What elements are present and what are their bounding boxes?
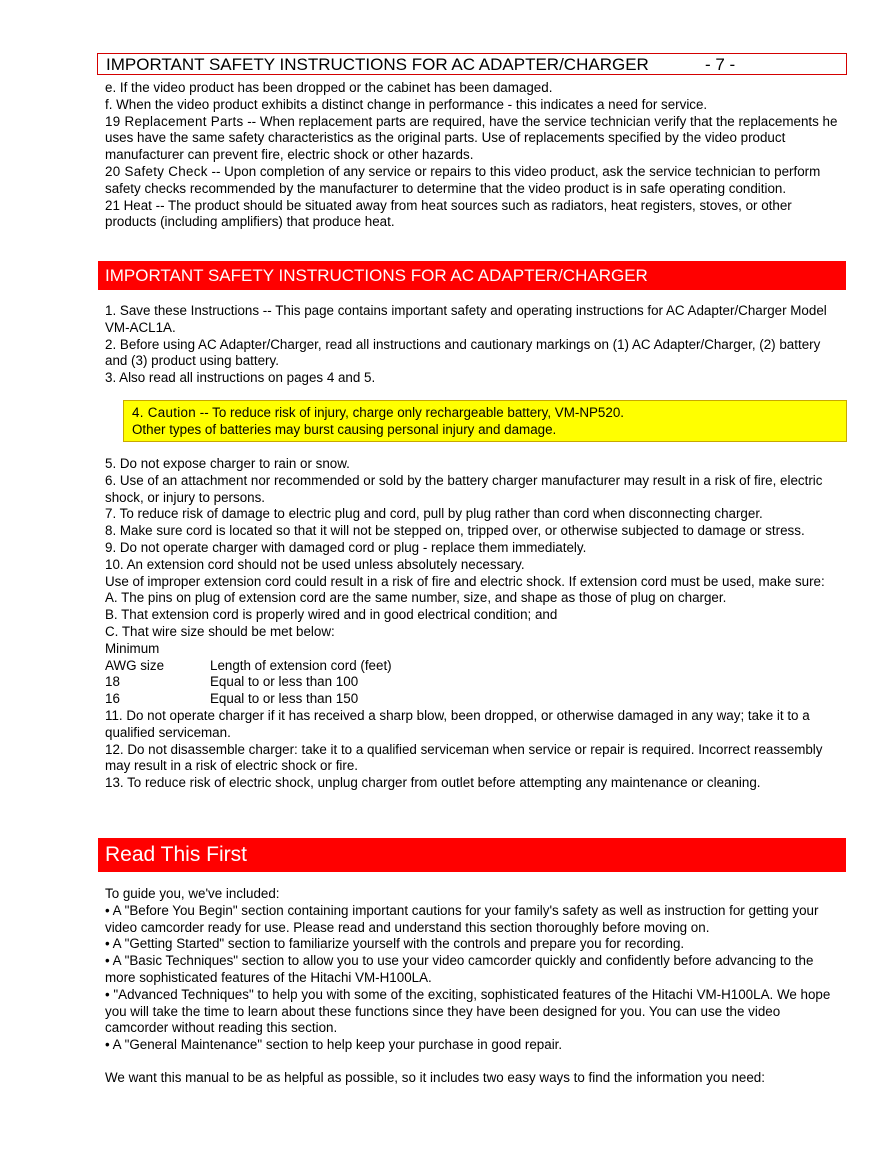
safety-item: 10. An extension cord should not be used unless absolutely necessary. [105,556,525,572]
page-header [97,53,847,75]
page-number: - 7 - [705,55,736,74]
guide-line: • "Advanced Techniques" to help you with some of the exciting, sophisticated features of the Hitachi VM-H100LA. We hope you will take the time to learn about these functions since they have been designed for you. You can use the video camcorder without reading this section. [105,986,831,1036]
safety-item: A. The pins on plug of extension cord are the same number, size, and shape as those of plug on charger. [105,590,727,606]
safety-item: Minimum [105,640,160,656]
guide-line: • A "General Maintenance" section to help keep your purchase in good repair. [105,1037,563,1053]
guide-line: • A "Basic Techniques" section to allow you to use your video camcorder quickly and confidently before advancing to the more sophisticated features of the Hitachi VM-H100LA. [105,953,814,985]
table-cell: 18 [105,674,120,690]
section-heading-safety: IMPORTANT SAFETY INSTRUCTIONS FOR AC ADAPTER/CHARGER [98,261,846,290]
closing-paragraph: We want this manual to be as helpful as possible, so it includes two easy ways to find the information you need: [105,1069,765,1085]
guide-line: • A "Before You Begin" section containing important cautions for your family's safety as well as instruction for getting your video camcorder ready for use. Please read and understand this section thoroughly before moving on. [105,902,819,935]
safety-item: 2. Before using AC Adapter/Charger, read all instructions and cautionary markings on (1) AC Adapter/Charger, (2) battery and (3) product using battery. [105,336,821,369]
safety-item: 9. Do not operate charger with damaged cord or plug - replace them immediately. [105,539,587,555]
table-row [105,674,840,691]
item-19 [105,114,840,164]
table-cell: AWG size [105,657,165,673]
item-19-text: -- When replacement parts are required, have the service technician verify that the replacements he uses have the same safety characteristics as the original parts. Use of replacements specified by the video product manufacturer can prevent fire, electric shock or other hazards. [105,113,838,163]
item-21: 21 Heat -- The product should be situated away from heat sources such as radiators, heat registers, stoves, or other products (including amplifiers) that produce heat. [105,197,792,230]
cord-table [105,658,840,708]
guide-line: To guide you, we've included: [105,886,280,901]
paragraph-f: f. When the video product exhibits a distinct change in performance - this indicates a need for service. [105,96,708,112]
safety-item: B. That extension cord is properly wired and in good electrical condition; and [105,607,558,623]
read-first-block [105,886,840,1087]
safety-list-b [105,456,840,792]
guide-line: • A "Getting Started" section to familiarize yourself with the controls and prepare you for recording. [105,936,685,952]
table-cell: Equal to or less than 100 [210,674,359,690]
safety-item: 13. To reduce risk of electric shock, unplug charger from outlet before attempting any maintenance or cleaning. [105,775,761,791]
table-row [105,658,840,675]
caution-box [123,400,847,442]
table-cell: 16 [105,691,120,707]
top-text-block [105,80,840,231]
table-cell: Length of extension cord (feet) [210,657,392,673]
safety-item: 8. Make sure cord is located so that it will not be stepped on, tripped over, or otherwise subjected to damage or stress. [105,523,805,539]
safety-list-a [105,303,840,387]
safety-item: 11. Do not operate charger if it has received a sharp blow, been dropped, or otherwise damaged in any way; take it to a qualified serviceman. [105,707,810,740]
item-20-label: 20 Safety Check [105,163,208,179]
header-title: IMPORTANT SAFETY INSTRUCTIONS FOR AC ADAPTER/CHARGER [106,55,649,74]
caution-line-2: Other types of batteries may burst causing personal injury and damage. [132,422,557,437]
item-20-text: -- Upon completion of any service or repairs to this video product, ask the service technician to perform safety checks recommended by the manufacturer to determine that the video product is in safe operating condition. [105,163,821,196]
safety-item: 1. Save these Instructions -- This page contains important safety and operating instructions for AC Adapter/Charger Model VM-ACL1A. [105,303,827,335]
safety-item: C. That wire size should be met below: [105,623,335,639]
safety-item: 3. Also read all instructions on pages 4 and 5. [105,370,376,386]
table-cell: Equal to or less than 150 [210,691,359,707]
safety-item: 6. Use of an attachment nor recommended or sold by the battery charger manufacturer may result in a risk of fire, electric shock, or injury to persons. [105,472,823,505]
item-20 [105,164,840,198]
safety-item: 5. Do not expose charger to rain or snow. [105,456,350,471]
paragraph-e: e. If the video product has been dropped or the cabinet has been damaged. [105,80,553,95]
caution-line-1: -- To reduce risk of injury, charge only rechargeable battery, VM-NP520. [196,405,624,420]
item-19-label: 19 Replacement Parts [105,113,244,129]
section-heading-read-first: Read This First [98,838,846,872]
safety-item: Use of improper extension cord could result in a risk of fire and electric shock. If extension cord must be used, make sure: [105,573,825,589]
safety-item: 12. Do not disassemble charger: take it to a qualified serviceman when service or repair is required. Incorrect reassembly may result in a risk of electric shock or fire. [105,741,823,774]
safety-item: 7. To reduce risk of damage to electric plug and cord, pull by plug rather than cord when disconnecting charger. [105,506,763,522]
caution-label: 4. Caution [132,405,197,420]
table-row [105,691,840,708]
